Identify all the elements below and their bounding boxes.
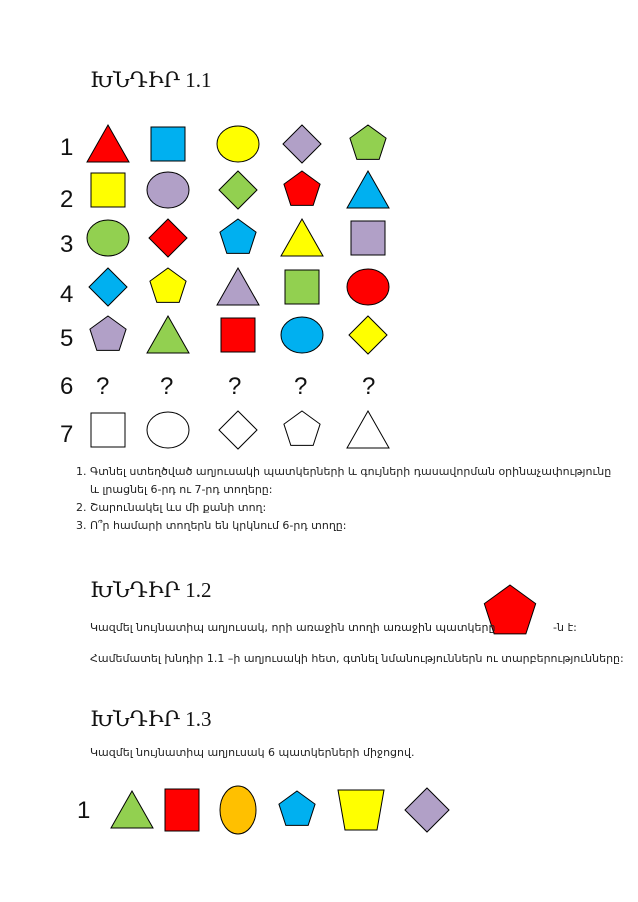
grid-r7-c2-ellipse-empty-shape bbox=[147, 412, 189, 448]
grid-r5-c3-square-red-shape bbox=[221, 318, 255, 352]
row-number-7: 7 bbox=[60, 421, 74, 448]
grid-r5-c5-diamond-yellow-shape bbox=[349, 316, 387, 354]
grid-r7-c5-triangle-empty-shape bbox=[347, 411, 389, 448]
task-list bbox=[62, 463, 620, 535]
p3-c3-ellipse-orange-shape bbox=[220, 786, 256, 834]
grid-r3-c4-triangle-yellow-shape bbox=[281, 219, 323, 256]
row-number-5: 5 bbox=[60, 325, 74, 352]
grid-r1-c3-ellipse-yellow-shape bbox=[217, 126, 259, 162]
grid-r3-c5-square-purple-shape bbox=[351, 221, 385, 255]
p3-c1-triangle-green-shape bbox=[111, 791, 153, 828]
grid-r2-c1-square-yellow-shape bbox=[91, 173, 125, 207]
grid-r7-c4-pentagon-empty-shape bbox=[284, 411, 320, 445]
grid-r4-c1-diamond-blue-shape bbox=[89, 268, 127, 306]
row-number-3: 3 bbox=[60, 231, 74, 258]
question-mark-3: ? bbox=[228, 373, 242, 400]
task-item: 2. Շարունակել ևս մի քանի տող: bbox=[90, 499, 620, 517]
grid-r4-c3-triangle-purple-shape bbox=[217, 268, 259, 305]
row-number-2: 2 bbox=[60, 186, 74, 213]
grid-r2-c3-diamond-green-shape bbox=[219, 171, 257, 209]
grid-r4-c4-square-green-shape bbox=[285, 270, 319, 304]
p3-c6-diamond-purple-shape bbox=[405, 788, 449, 832]
grid-r3-c3-pentagon-blue-shape bbox=[220, 219, 256, 253]
row-number-6: 6 bbox=[60, 373, 74, 400]
grid-r1-c2-square-blue-shape bbox=[151, 127, 185, 161]
problem-1-3-title: ԽՆԴԻՐ 1.3 bbox=[90, 707, 212, 731]
problem-1-2-line-1: Կազմել նույնատիպ աղյուսակ, որի առաջին տողի առաջին պատկերը bbox=[90, 621, 496, 634]
grid-r7-c3-diamond-empty-shape bbox=[219, 411, 257, 449]
grid-r3-c1-ellipse-green-shape bbox=[87, 220, 129, 256]
grid-r4-c5-ellipse-red-shape bbox=[347, 269, 389, 305]
task-item: 1. Գտնել ստեղծված աղյուսակի պատկերների և գույների դասավորման օրինաչափությունը և լրացնել 6-րդ ու 7-րդ տողերը: bbox=[90, 463, 620, 499]
grid-r3-c2-diamond-red-shape bbox=[149, 219, 187, 257]
question-mark-2: ? bbox=[160, 373, 174, 400]
grid-r1-c4-diamond-purple-shape bbox=[283, 125, 321, 163]
grid-r5-c4-ellipse-blue-shape bbox=[281, 317, 323, 353]
row-number-1: 1 bbox=[60, 134, 74, 161]
task-item: 3. Ո՞ր համարի տողերն են կրկնում 6-րդ տողը: bbox=[90, 517, 620, 535]
p3-c4-pentagon-blue-shape bbox=[279, 791, 315, 825]
problem-1-2-title: ԽՆԴԻՐ 1.2 bbox=[90, 578, 212, 602]
problem-1-3-line-1: Կազմել նույնատիպ աղյուսակ 6 պատկերների միջոցով. bbox=[90, 746, 415, 759]
p3-c5-trapezoid-yellow-shape bbox=[338, 790, 384, 830]
problem-1-2-line-1-suffix: -ն է: bbox=[553, 621, 577, 634]
question-mark-5: ? bbox=[362, 373, 376, 400]
row-number-4: 4 bbox=[60, 281, 74, 308]
grid-r5-c2-triangle-green-shape bbox=[147, 316, 189, 353]
grid-r1-c5-pentagon-green-shape bbox=[350, 125, 386, 159]
grid-r2-c5-triangle-blue-shape bbox=[347, 171, 389, 208]
grid-r2-c4-pentagon-red-shape bbox=[284, 171, 320, 205]
grid-r1-c1-triangle-red-shape bbox=[87, 125, 129, 162]
grid-r7-c1-square-empty-shape bbox=[91, 413, 125, 447]
grid-r5-c1-pentagon-purple-shape bbox=[90, 316, 126, 350]
question-mark-4: ? bbox=[294, 373, 308, 400]
grid-r2-c2-ellipse-purple-shape bbox=[147, 172, 189, 208]
problem-1-2-line-2: Համեմատել խնդիր 1.1 –ի աղյուսակի հետ, գտնել նմանություններն ու տարբերությունները: bbox=[90, 652, 624, 665]
problem-1-1-title: ԽՆԴԻՐ 1.1 bbox=[90, 68, 212, 92]
grid-r4-c2-pentagon-yellow-shape bbox=[150, 268, 186, 302]
problem-1-3-row-number: 1 bbox=[77, 797, 91, 824]
question-mark-1: ? bbox=[96, 373, 110, 400]
p3-c2-rectangle-red-shape bbox=[165, 789, 199, 831]
